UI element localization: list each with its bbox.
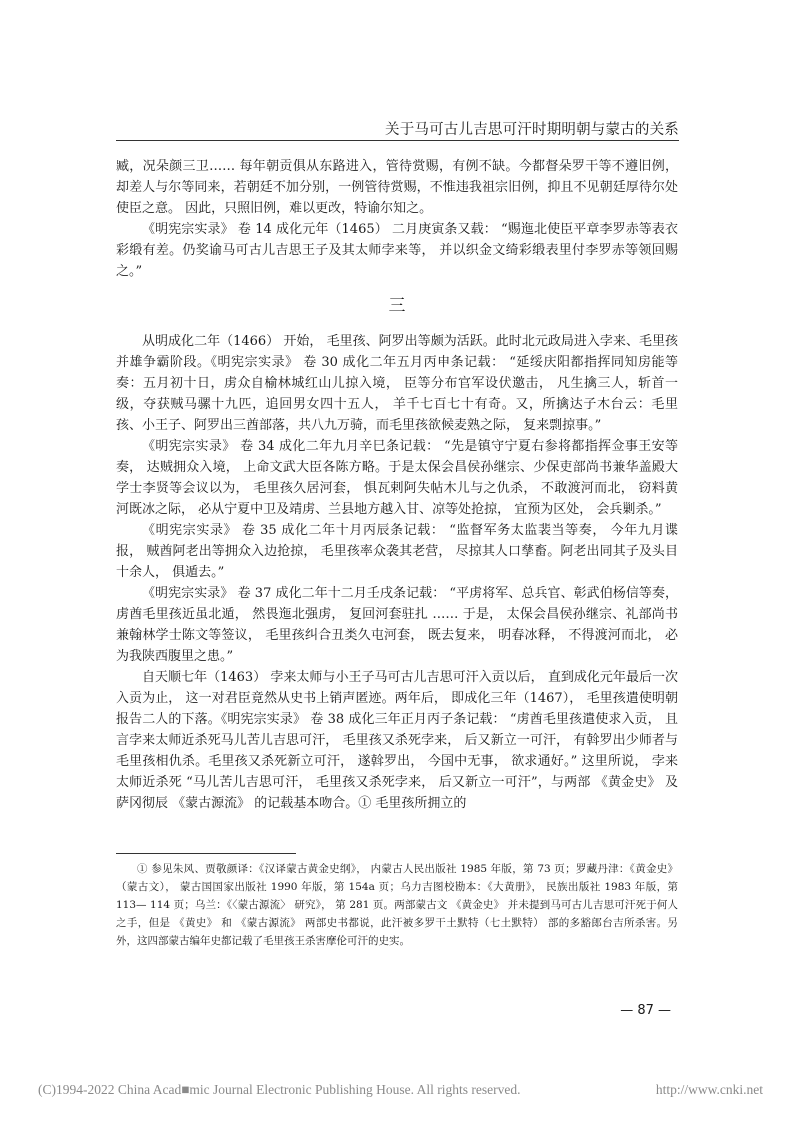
running-title: 关于马可古儿吉思可汗时期明朝与蒙古的关系	[385, 122, 679, 138]
section-heading	[116, 296, 678, 317]
page-number: — 87 —	[620, 1003, 671, 1018]
publisher-url[interactable]: http://www.cnki.net	[655, 1082, 763, 1097]
paragraph: 《明宪宗实录》 卷 35 成化二年十月丙辰条记载： “监督军务太监裴当等奏， 今年九月谍报， 贼酋阿老出等拥众入边抢掠， 毛里孩率众袭其老营， 尽掠其人口孳畜。阿老出同其子及头目十余人， 俱遁去。”	[116, 523, 678, 580]
copyright-notice: (C)1994-2022 China Acad■mic Journal Electronic Publishing House. All rights reserved.	[38, 1082, 521, 1097]
section-heading-text: 三	[388, 296, 406, 316]
paragraph: 从明成化二年（1466） 开始， 毛里孩、阿罗出等颇为活跃。此时北元政局进入孛来、毛里孩并雄争霸阶段。《明宪宗实录》 卷 30 成化二年五月丙申条记载： “延绥庆阳都指挥同知房能等奏：五月初十日，虏众自榆林城红山儿掠入境， 臣等分布官军设伏邀击， 凡生擒三人，斩首一级，夺获贼马骡十九匹，追回男女四十五人， 羊千七百七十有奇。又，所擒达子木台云：毛里孩、小王子、阿罗出三酋部落，共八九万骑，而毛里孩欲候麦熟之际， 复来剽掠事。”	[116, 334, 678, 433]
body-text	[116, 156, 678, 814]
paragraph: 自天顺七年（1463） 孛来太师与小王子马可古儿吉思可汗入贡以后， 直到成化元年最后一次入贡为止， 这一对君臣竟然从史书上销声匿迹。两年后， 即成化三年（1467）， 毛里孩遣使明朝报告二人的下落。《明宪宗实录》 卷 38 成化三年正月丙子条记载： “虏酋毛里孩遣使求入贡， 且言孛来太师近杀死马儿苦儿吉思可汗， 毛里孩又杀死孛来， 后又新立一可汗， 有斡罗出少师者与毛里孩相仇杀。毛里孩又杀死新立可汗， 遂斡罗出， 今国中无事， 欲求通好。” 这里所说， 孛来太师近杀死 “马儿苦儿吉思可汗， 毛里孩又杀死孛来， 后又新立一可汗”，与两部 《黄金史》 及萨冈彻辰 《蒙古源流》 的记载基本吻合。① 毛里孩所拥立的	[116, 670, 678, 811]
paragraph: 《明宪宗实录》 卷 34 成化二年九月辛巳条记载： “先是镇守宁夏右参将都指挥佥事王安等奏， 达贼拥众入境， 上命文武大臣各陈方略。于是太保会昌侯孙继宗、少保吏部尚书兼华盖殿大学士李贤等会议以为， 毛里孩久居河套， 惧瓦剌阿失帖木儿与之仇杀， 不敢渡河而北， 窃料黄河既冰之际， 必从宁夏中卫及靖虏、兰县地方越入甘、凉等处抢掠， 宜预为区处， 会兵剿杀。”	[116, 439, 678, 517]
paragraph: 《明宪宗实录》 卷 37 成化二年十二月壬戌条记载： “平虏将军、总兵官、彰武伯杨信等奏， 虏酋毛里孩近虽北遁， 然畏迤北强虏， 复回河套驻扎 …… 于是， 太保会昌侯孙继宗、礼部尚书兼翰林学士陈文等签议， 毛里孩纠合丑类久屯河套， 既去复来， 明春冰释， 不得渡河而北， 必为我陕西腹里之患。”	[116, 586, 678, 664]
header-rule	[116, 140, 679, 141]
paragraph: 《明宪宗实录》 卷 14 成化元年（1465） 二月庚寅条又载： “赐迤北使臣平章李罗赤等表衣彩缎有差。仍奖谕马可古儿吉思王子及其太师孛来等， 并以织金文绮彩缎表里付李罗赤等领回赐之。”	[116, 222, 678, 279]
paragraph: 臧，况朵颜三卫…… 每年朝贡俱从东路进入，管待赏赐，有例不缺。今都督朵罗干等不遵旧例，却差人与尔等同来，若朝廷不加分别，一例管待赏赐，不惟违我祖宗旧例，抑且不见朝廷厚待尔处使臣之意。 因此，只照旧例，难以更改，特谕尔知之。	[116, 159, 678, 216]
footnote: ① 参见朱风、贾敬颜译：《汉译蒙古黄金史纲》， 内蒙古人民出版社 1985 年版，第 73 页；罗藏丹津：《黄金史》（蒙古文）， 蒙古国国家出版社 1990 年版，第 154a 页；乌力吉图校勘本：《大黄册》， 民族出版社 1983 年版，第 113— 114 页；乌兰：《〈蒙古源流〉 研究》， 第 281 页。两部蒙古文 《黄金史》 并未提到马可古儿吉思可汗死于何人之手，但是 《黄史》 和 《蒙古源流》 两部史书都说，此汗被多罗干土默特（七土默特） 部的多豁郎台吉所杀害。另外，这四部蒙古编年史都记载了毛里孩王杀害摩伦可汗的史实。	[116, 863, 678, 947]
footnote-rule	[116, 853, 296, 854]
